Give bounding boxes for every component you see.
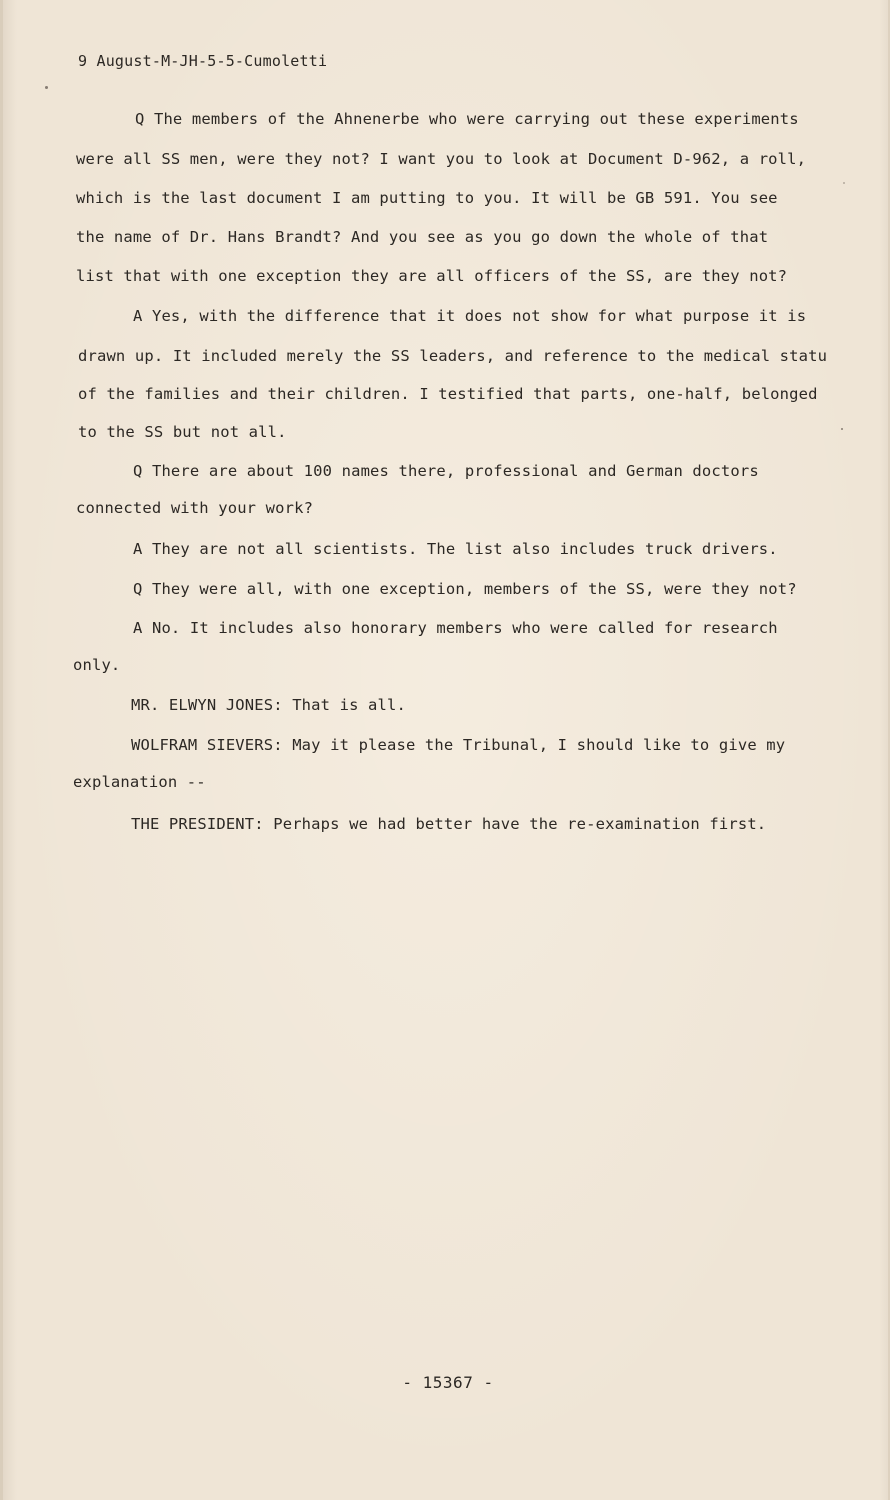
transcript-line: Q There are about 100 names there, professional and German doctors	[133, 462, 759, 480]
transcript-line: explanation --	[73, 773, 206, 791]
transcript-line: A They are not all scientists. The list also includes truck drivers.	[133, 540, 778, 558]
transcript-line: A No. It includes also honorary members who were called for research	[133, 619, 778, 637]
transcript-line: of the families and their children. I testified that parts, one-half, belonged	[78, 385, 818, 403]
transcript-line: THE PRESIDENT: Perhaps we had better have the re-examination first.	[131, 815, 767, 833]
paper-speck	[841, 428, 843, 430]
transcript-line: MR. ELWYN JONES: That is all.	[131, 696, 406, 714]
page-header: 9 August-M-JH-5-5-Cumoletti	[78, 52, 328, 70]
transcript-line: the name of Dr. Hans Brandt? And you see as you go down the whole of that	[76, 228, 769, 246]
transcript-line: list that with one exception they are all officers of the SS, are they not?	[76, 267, 788, 285]
paper-speck	[843, 182, 845, 184]
transcript-line: connected with your work?	[76, 499, 314, 517]
transcript-line: were all SS men, were they not? I want you to look at Document D-962, a roll,	[76, 150, 807, 168]
page-number: - 15367 -	[402, 1373, 494, 1392]
transcript-line: Q They were all, with one exception, members of the SS, were they not?	[133, 580, 797, 598]
transcript-line: drawn up. It included merely the SS leaders, and reference to the medical statu	[78, 347, 828, 365]
transcript-line: only.	[73, 656, 121, 674]
transcript-line: which is the last document I am putting to you. It will be GB 591. You see	[76, 189, 778, 207]
paper-speck	[45, 86, 48, 89]
transcript-line: to the SS but not all.	[78, 423, 287, 441]
transcript-line: A Yes, with the difference that it does not show for what purpose it is	[133, 307, 807, 325]
transcript-line: WOLFRAM SIEVERS: May it please the Tribunal, I should like to give my	[131, 736, 786, 754]
transcript-line: Q The members of the Ahnenerbe who were carrying out these experiments	[135, 110, 799, 128]
